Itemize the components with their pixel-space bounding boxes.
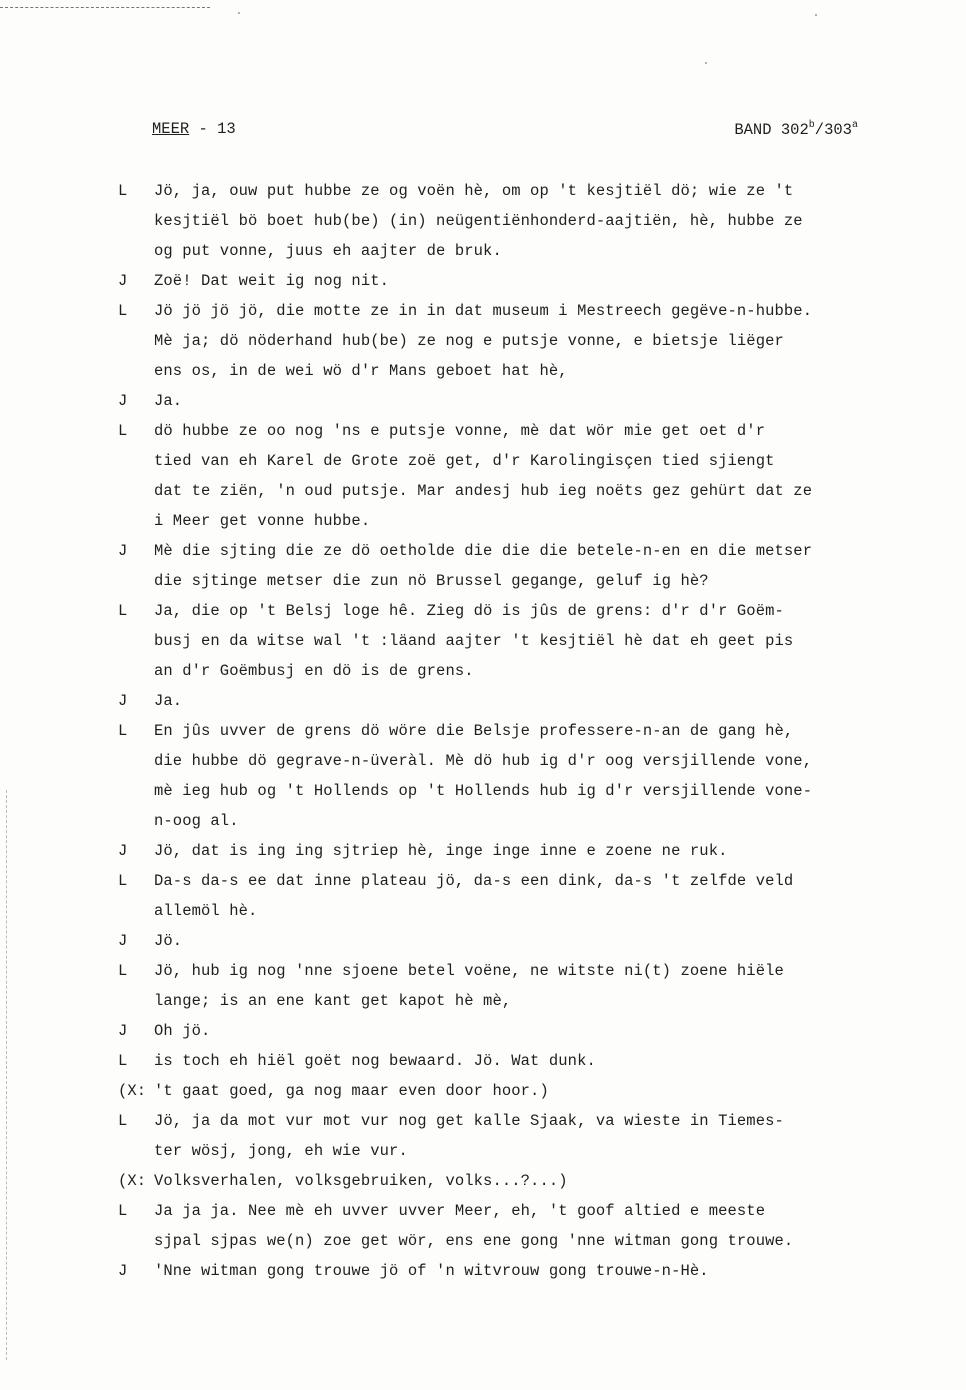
dialogue-entry — [118, 1256, 878, 1286]
utterance-line: Jö, hub ig nog 'nne sjoene betel voëne, ne witste ni(t) zoene hiële — [154, 962, 784, 980]
speaker-label: J — [118, 392, 128, 410]
speaker-label: L — [118, 1052, 128, 1070]
speaker-label: (X: — [118, 1082, 147, 1100]
utterance — [154, 1046, 878, 1076]
utterance — [154, 536, 878, 596]
utterance-line: 't gaat goed, ga nog maar even door hoor.) — [154, 1082, 549, 1100]
utterance-line: Jö, dat is ing ing sjtriep hè, inge inge inne e zoene ne ruk. — [154, 842, 728, 860]
utterance — [154, 1076, 878, 1106]
utterance-line: dö hubbe ze oo nog 'ns e putsje vonne, mè dat wör mie get oet d'r — [154, 422, 766, 440]
utterance-line: i Meer get vonne hubbe. — [154, 512, 371, 530]
utterance — [154, 176, 878, 266]
transcript-body — [118, 176, 878, 1286]
header-title: MEER — [152, 120, 190, 138]
utterance-line: Volksverhalen, volksgebruiken, volks...?...) — [154, 1172, 568, 1190]
speaker-label: J — [118, 272, 128, 290]
utterance — [154, 716, 878, 836]
dialogue-entry — [118, 1016, 878, 1046]
speaker-label: J — [118, 842, 128, 860]
utterance-line: busj en da witse wal 't :läand aajter 't kesjtiël hè dat eh geet pis — [154, 632, 794, 650]
utterance — [154, 866, 878, 926]
dialogue-entry — [118, 536, 878, 596]
utterance-line: En jûs uvver de grens dö wöre die Belsje professere-n-an de gang hè, — [154, 722, 794, 740]
speaker-label: L — [118, 602, 128, 620]
utterance-line: allemöl hè. — [154, 902, 258, 920]
paper-speck — [815, 14, 817, 16]
speaker-label: J — [118, 932, 128, 950]
utterance — [154, 926, 878, 956]
utterance-line: Oh jö. — [154, 1022, 211, 1040]
utterance-line: Ja. — [154, 392, 183, 410]
utterance — [154, 956, 878, 1016]
page-header — [152, 120, 858, 144]
utterance-line: sjpal sjpas we(n) zoe get wör, ens ene gong 'nne witman gong trouwe. — [154, 1232, 794, 1250]
dialogue-entry — [118, 296, 878, 386]
speaker-label: J — [118, 692, 128, 710]
utterance-line: Ja ja ja. Nee mè eh uvver uvver Meer, eh, 't goof altied e meeste — [154, 1202, 766, 1220]
paper-speck — [238, 12, 240, 14]
band-label: BAND — [734, 121, 772, 139]
utterance-line: die sjtinge metser die zun nö Brussel gegange, geluf ig hè? — [154, 572, 709, 590]
utterance — [154, 1166, 878, 1196]
paper-speck — [705, 62, 707, 64]
dialogue-entry — [118, 956, 878, 1016]
dialogue-entry — [118, 1106, 878, 1166]
dialogue-entry — [118, 416, 878, 536]
dialogue-entry — [118, 1076, 878, 1106]
utterance — [154, 386, 878, 416]
band-sup-a: b — [808, 120, 815, 131]
speaker-label: L — [118, 302, 128, 320]
top-dashed-rule — [0, 7, 210, 8]
utterance-line: Jö, ja da mot vur mot vur nog get kalle Sjaak, va wieste in Tiemes- — [154, 1112, 784, 1130]
speaker-label: L — [118, 722, 128, 740]
utterance-line: Jö. — [154, 932, 183, 950]
dialogue-entry — [118, 1046, 878, 1076]
band-separator: / — [814, 121, 825, 139]
utterance-line: Da-s da-s ee dat inne plateau jö, da-s een dink, da-s 't zelfde veld — [154, 872, 794, 890]
band-reference — [734, 120, 858, 139]
header-left — [152, 120, 236, 138]
utterance — [154, 836, 878, 866]
utterance — [154, 1106, 878, 1166]
utterance-line: Zoë! Dat weit ig nog nit. — [154, 272, 390, 290]
left-margin-mark — [6, 790, 7, 1360]
utterance-line: og put vonne, juus eh aajter de bruk. — [154, 242, 502, 260]
utterance-line: mè ieg hub og 't Hollends op 't Hollends hub ig d'r versjillende vone- — [154, 782, 813, 800]
speaker-label: J — [118, 1022, 128, 1040]
dialogue-entry — [118, 1196, 878, 1256]
utterance — [154, 1016, 878, 1046]
utterance-line: Jö, ja, ouw put hubbe ze og voën hè, om op 't kesjtiël dö; wie ze 't — [154, 182, 794, 200]
speaker-label: J — [118, 542, 128, 560]
utterance-line: n-oog al. — [154, 812, 239, 830]
utterance-line: kesjtiël bö boet hub(be) (in) neügentiënhonderd-aajtiën, hè, hubbe ze — [154, 212, 803, 230]
speaker-label: L — [118, 182, 128, 200]
utterance-line: Ja, die op 't Belsj loge hê. Zieg dö is jûs de grens: d'r d'r Goëm- — [154, 602, 784, 620]
dialogue-entry — [118, 836, 878, 866]
band-sup-b: a — [851, 120, 858, 131]
speaker-label: L — [118, 962, 128, 980]
speaker-label: L — [118, 422, 128, 440]
speaker-label: (X: — [118, 1172, 147, 1190]
utterance-line: an d'r Goëmbusj en dö is de grens. — [154, 662, 474, 680]
band-number-b: 303 — [824, 121, 852, 139]
speaker-label: L — [118, 1112, 128, 1130]
utterance — [154, 416, 878, 536]
dialogue-entry — [118, 926, 878, 956]
utterance-line: is toch eh hiël goët nog bewaard. Jö. Wat dunk. — [154, 1052, 596, 1070]
dialogue-entry — [118, 686, 878, 716]
utterance — [154, 266, 878, 296]
dialogue-entry — [118, 266, 878, 296]
dialogue-entry — [118, 386, 878, 416]
utterance-line: 'Nne witman gong trouwe jö of 'n witvrouw gong trouwe-n-Hè. — [154, 1262, 709, 1280]
dialogue-entry — [118, 596, 878, 686]
utterance-line: Ja. — [154, 692, 183, 710]
band-number-a: 302 — [780, 121, 809, 139]
utterance-line: Mè die sjting die ze dö oetholde die die die betele-n-en en die metser — [154, 542, 813, 560]
dialogue-entry — [118, 716, 878, 836]
speaker-label: L — [118, 872, 128, 890]
utterance-line: Jö jö jö jö, die motte ze in in dat museum i Mestreech gegëve-n-hubbe. — [154, 302, 813, 320]
utterance-line: lange; is an ene kant get kapot hè mè, — [154, 992, 512, 1010]
utterance — [154, 686, 878, 716]
utterance-line: ens os, in de wei wö d'r Mans geboet hat hè, — [154, 362, 568, 380]
utterance-line: tied van eh Karel de Grote zoë get, d'r Karolingisçen tied sjiengt — [154, 452, 775, 470]
dialogue-entry — [118, 866, 878, 926]
utterance-line: Mè ja; dö nöderhand hub(be) ze nog e putsje vonne, e bietsje liëger — [154, 332, 784, 350]
utterance-line: dat te ziën, 'n oud putsje. Mar andesj hub ieg noëts gez gehürt dat ze — [154, 482, 813, 500]
utterance-line: ter wösj, jong, eh wie vur. — [154, 1142, 408, 1160]
dialogue-entry — [118, 1166, 878, 1196]
utterance — [154, 596, 878, 686]
utterance — [154, 296, 878, 386]
utterance — [154, 1256, 878, 1286]
speaker-label: L — [118, 1202, 128, 1220]
utterance-line: die hubbe dö gegrave-n-üveràl. Mè dö hub ig d'r oog versjillende vone, — [154, 752, 813, 770]
page-number: - 13 — [198, 120, 236, 138]
speaker-label: J — [118, 1262, 128, 1280]
utterance — [154, 1196, 878, 1256]
dialogue-entry — [118, 176, 878, 266]
